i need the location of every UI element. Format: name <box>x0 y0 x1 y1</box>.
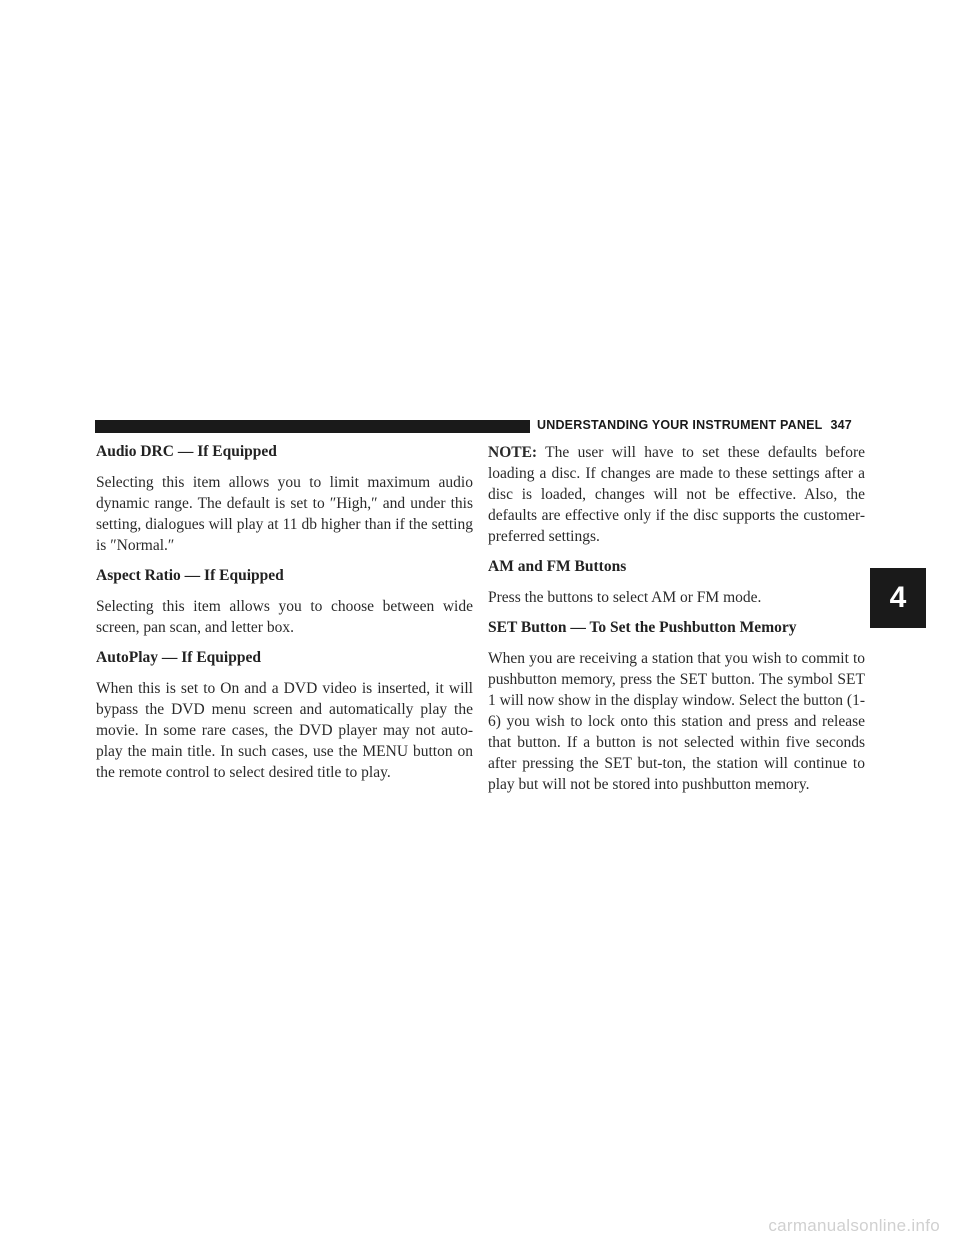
set-button-body: When you are receiving a station that you wish to commit to pushbutton memory, press the SET button. The symbol SET 1 will now show in the display window. Select the button (1-6) you wish to lock onto this station and press and release that button. If a button is not selected within five seconds after pressing the SET but-ton, the station will continue to play but will not be stored into pushbutton memory. <box>488 650 865 793</box>
watermark: carmanualsonline.info <box>768 1216 940 1235</box>
page-number: 347 <box>830 418 852 432</box>
note-paragraph <box>488 442 865 547</box>
am-fm-body: Press the buttons to select AM or FM mode. <box>488 589 762 606</box>
set-button-heading: SET Button — To Set the Pushbutton Memory <box>488 619 797 636</box>
running-header <box>537 418 852 432</box>
aspect-ratio-heading: Aspect Ratio — If Equipped <box>96 567 284 584</box>
note-label: NOTE: <box>488 444 538 461</box>
autoplay-heading: AutoPlay — If Equipped <box>96 649 261 666</box>
left-column <box>96 442 473 793</box>
aspect-ratio-body: Selecting this item allows you to choose between wide screen, pan scan, and letter box. <box>96 598 473 636</box>
autoplay-body: When this is set to On and a DVD video is inserted, it will bypass the DVD menu screen and automatically play the movie. In some rare cases, the DVD player may not auto-play the main title. In such cases, use the MENU button on the remote control to select desired title to play. <box>96 680 473 781</box>
note-body: The user will have to set these defaults before loading a disc. If changes are made to these settings after a disc is loaded, changes will not be effective. Also, the defaults are effective only if the disc supports the customer-preferred settings. <box>488 444 865 545</box>
header-title: UNDERSTANDING YOUR INSTRUMENT PANEL <box>537 418 823 432</box>
audio-drc-body: Selecting this item allows you to limit maximum audio dynamic range. The default is set to ″High,″ and under this setting, dialogues will play at 11 db higher than if the setting is ″Normal.″ <box>96 474 473 554</box>
right-column <box>488 442 865 805</box>
header-rule <box>95 420 530 433</box>
audio-drc-heading: Audio DRC — If Equipped <box>96 443 277 460</box>
am-fm-heading: AM and FM Buttons <box>488 558 627 575</box>
chapter-tab: 4 <box>870 568 926 628</box>
